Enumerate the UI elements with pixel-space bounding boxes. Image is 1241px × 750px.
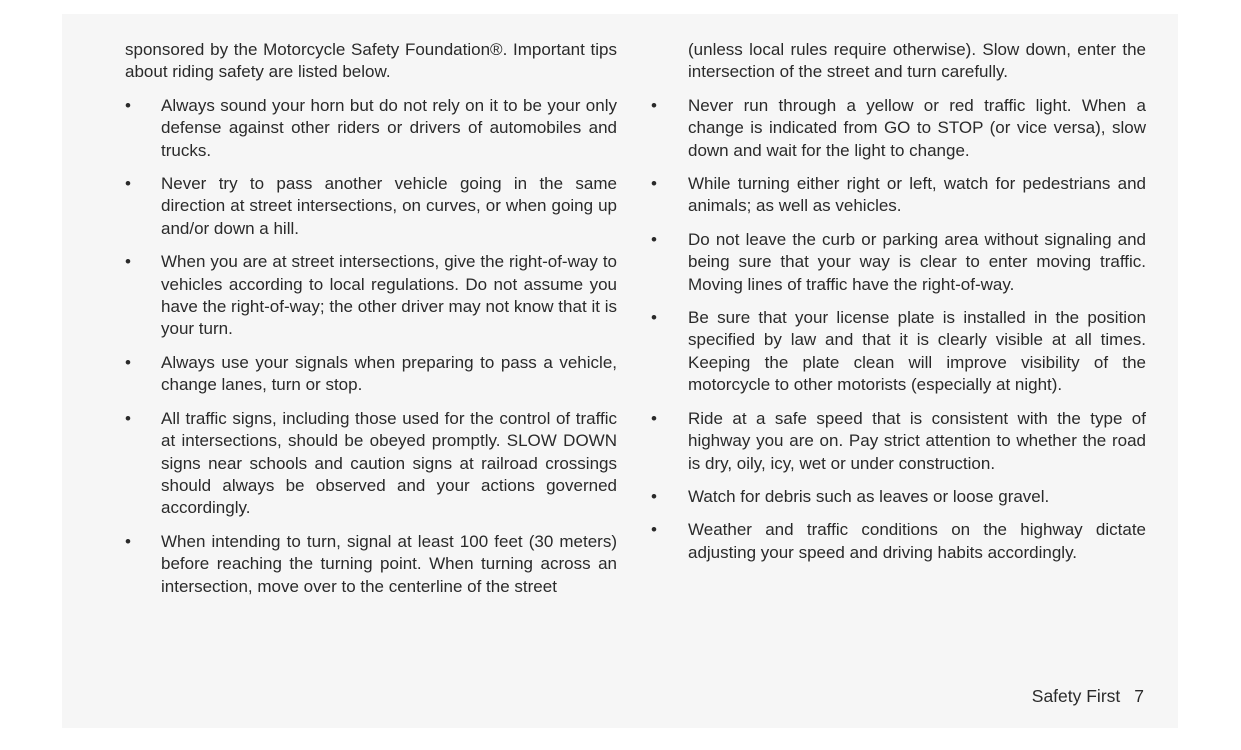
list-item	[125, 531, 617, 598]
list-item-text: Be sure that your license plate is installed in the position specified by law and that it is clearly visible at all times. Keeping the plate clean will improve visibility of the motorcycle to other motorists (especially at night).	[688, 308, 1146, 395]
bullet-marker: •	[651, 520, 657, 540]
list-item-text: When intending to turn, signal at least 100 feet (30 meters) before reaching the turning point. When turning across an intersection, move over to the centerline of the street	[161, 531, 617, 596]
list-item	[651, 307, 1146, 397]
list-item-text: Never try to pass another vehicle going in the same direction at street intersections, on curves, or when going up and/or down a hill.	[161, 174, 617, 238]
list-item-text: Always use your signals when preparing to pass a vehicle, change lanes, turn or stop.	[161, 352, 617, 395]
bullet-marker: •	[125, 408, 131, 428]
list-item	[651, 95, 1146, 162]
list-item-text: Never run through a yellow or red traffic light. When a change is indicated from GO to STOP (or vice versa), slow down and wait for the light to change.	[688, 95, 1146, 160]
bullet-marker: •	[651, 95, 657, 115]
page-number: 7	[1134, 686, 1144, 706]
list-item-text: Always sound your horn but do not rely on it to be your only defense against other riders or drivers of automobiles and trucks.	[161, 95, 617, 160]
left-bullet-list	[125, 95, 617, 598]
intro-paragraph: sponsored by the Motorcycle Safety Foundation®. Important tips about riding safety are listed below.	[125, 40, 617, 82]
list-item-text: When you are at street intersections, give the right-of-way to vehicles according to local regulations. Do not assume you have the right-of-way; the other driver may not know that it is your turn.	[161, 252, 617, 339]
list-item	[125, 173, 617, 240]
bullet-marker: •	[125, 95, 131, 115]
list-item	[651, 173, 1146, 218]
bullet-marker: •	[651, 408, 657, 428]
list-item-text: All traffic signs, including those used for the control of traffic at intersections, should be obeyed promptly. SLOW DOWN signs near schools and caution signs at railroad crossings should always be observed and your actions governed accordingly.	[161, 408, 617, 518]
list-item	[125, 95, 617, 162]
bullet-marker: •	[651, 308, 657, 328]
bullet-marker: •	[125, 531, 131, 551]
manual-page	[62, 14, 1178, 728]
list-item	[651, 519, 1146, 564]
list-item-text: While turning either right or left, watch for pedestrians and animals; as well as vehicles.	[688, 174, 1146, 216]
footer-section-title: Safety First	[1031, 686, 1121, 706]
list-item	[651, 408, 1146, 475]
list-item	[125, 352, 617, 397]
bullet-marker: •	[651, 486, 657, 506]
list-item	[125, 408, 617, 520]
list-item-text: Watch for debris such as leaves or loose gravel.	[688, 486, 1050, 506]
page-footer	[1032, 686, 1144, 707]
list-item-text: Weather and traffic conditions on the highway dictate adjusting your speed and driving habits accordingly.	[688, 520, 1146, 562]
bullet-marker: •	[125, 252, 131, 272]
bullet-marker: •	[651, 174, 657, 194]
bullet-marker: •	[125, 174, 131, 194]
bullet-marker: •	[651, 229, 657, 249]
bullet-marker: •	[125, 352, 131, 372]
list-item	[651, 229, 1146, 296]
continuation-paragraph: (unless local rules require otherwise). Slow down, enter the intersection of the street and turn carefully.	[688, 40, 1146, 82]
right-bullet-list	[651, 95, 1146, 564]
list-item	[651, 486, 1146, 508]
list-item-text: Do not leave the curb or parking area without signaling and being sure that your way is clear to enter moving traffic. Moving lines of traffic have the right-of-way.	[688, 229, 1146, 294]
list-item-text: Ride at a safe speed that is consistent with the type of highway you are on. Pay strict attention to whether the road is dry, oily, icy, wet or under construction.	[688, 408, 1146, 473]
list-item	[125, 251, 617, 341]
right-column	[651, 39, 1146, 564]
left-column	[125, 39, 617, 598]
